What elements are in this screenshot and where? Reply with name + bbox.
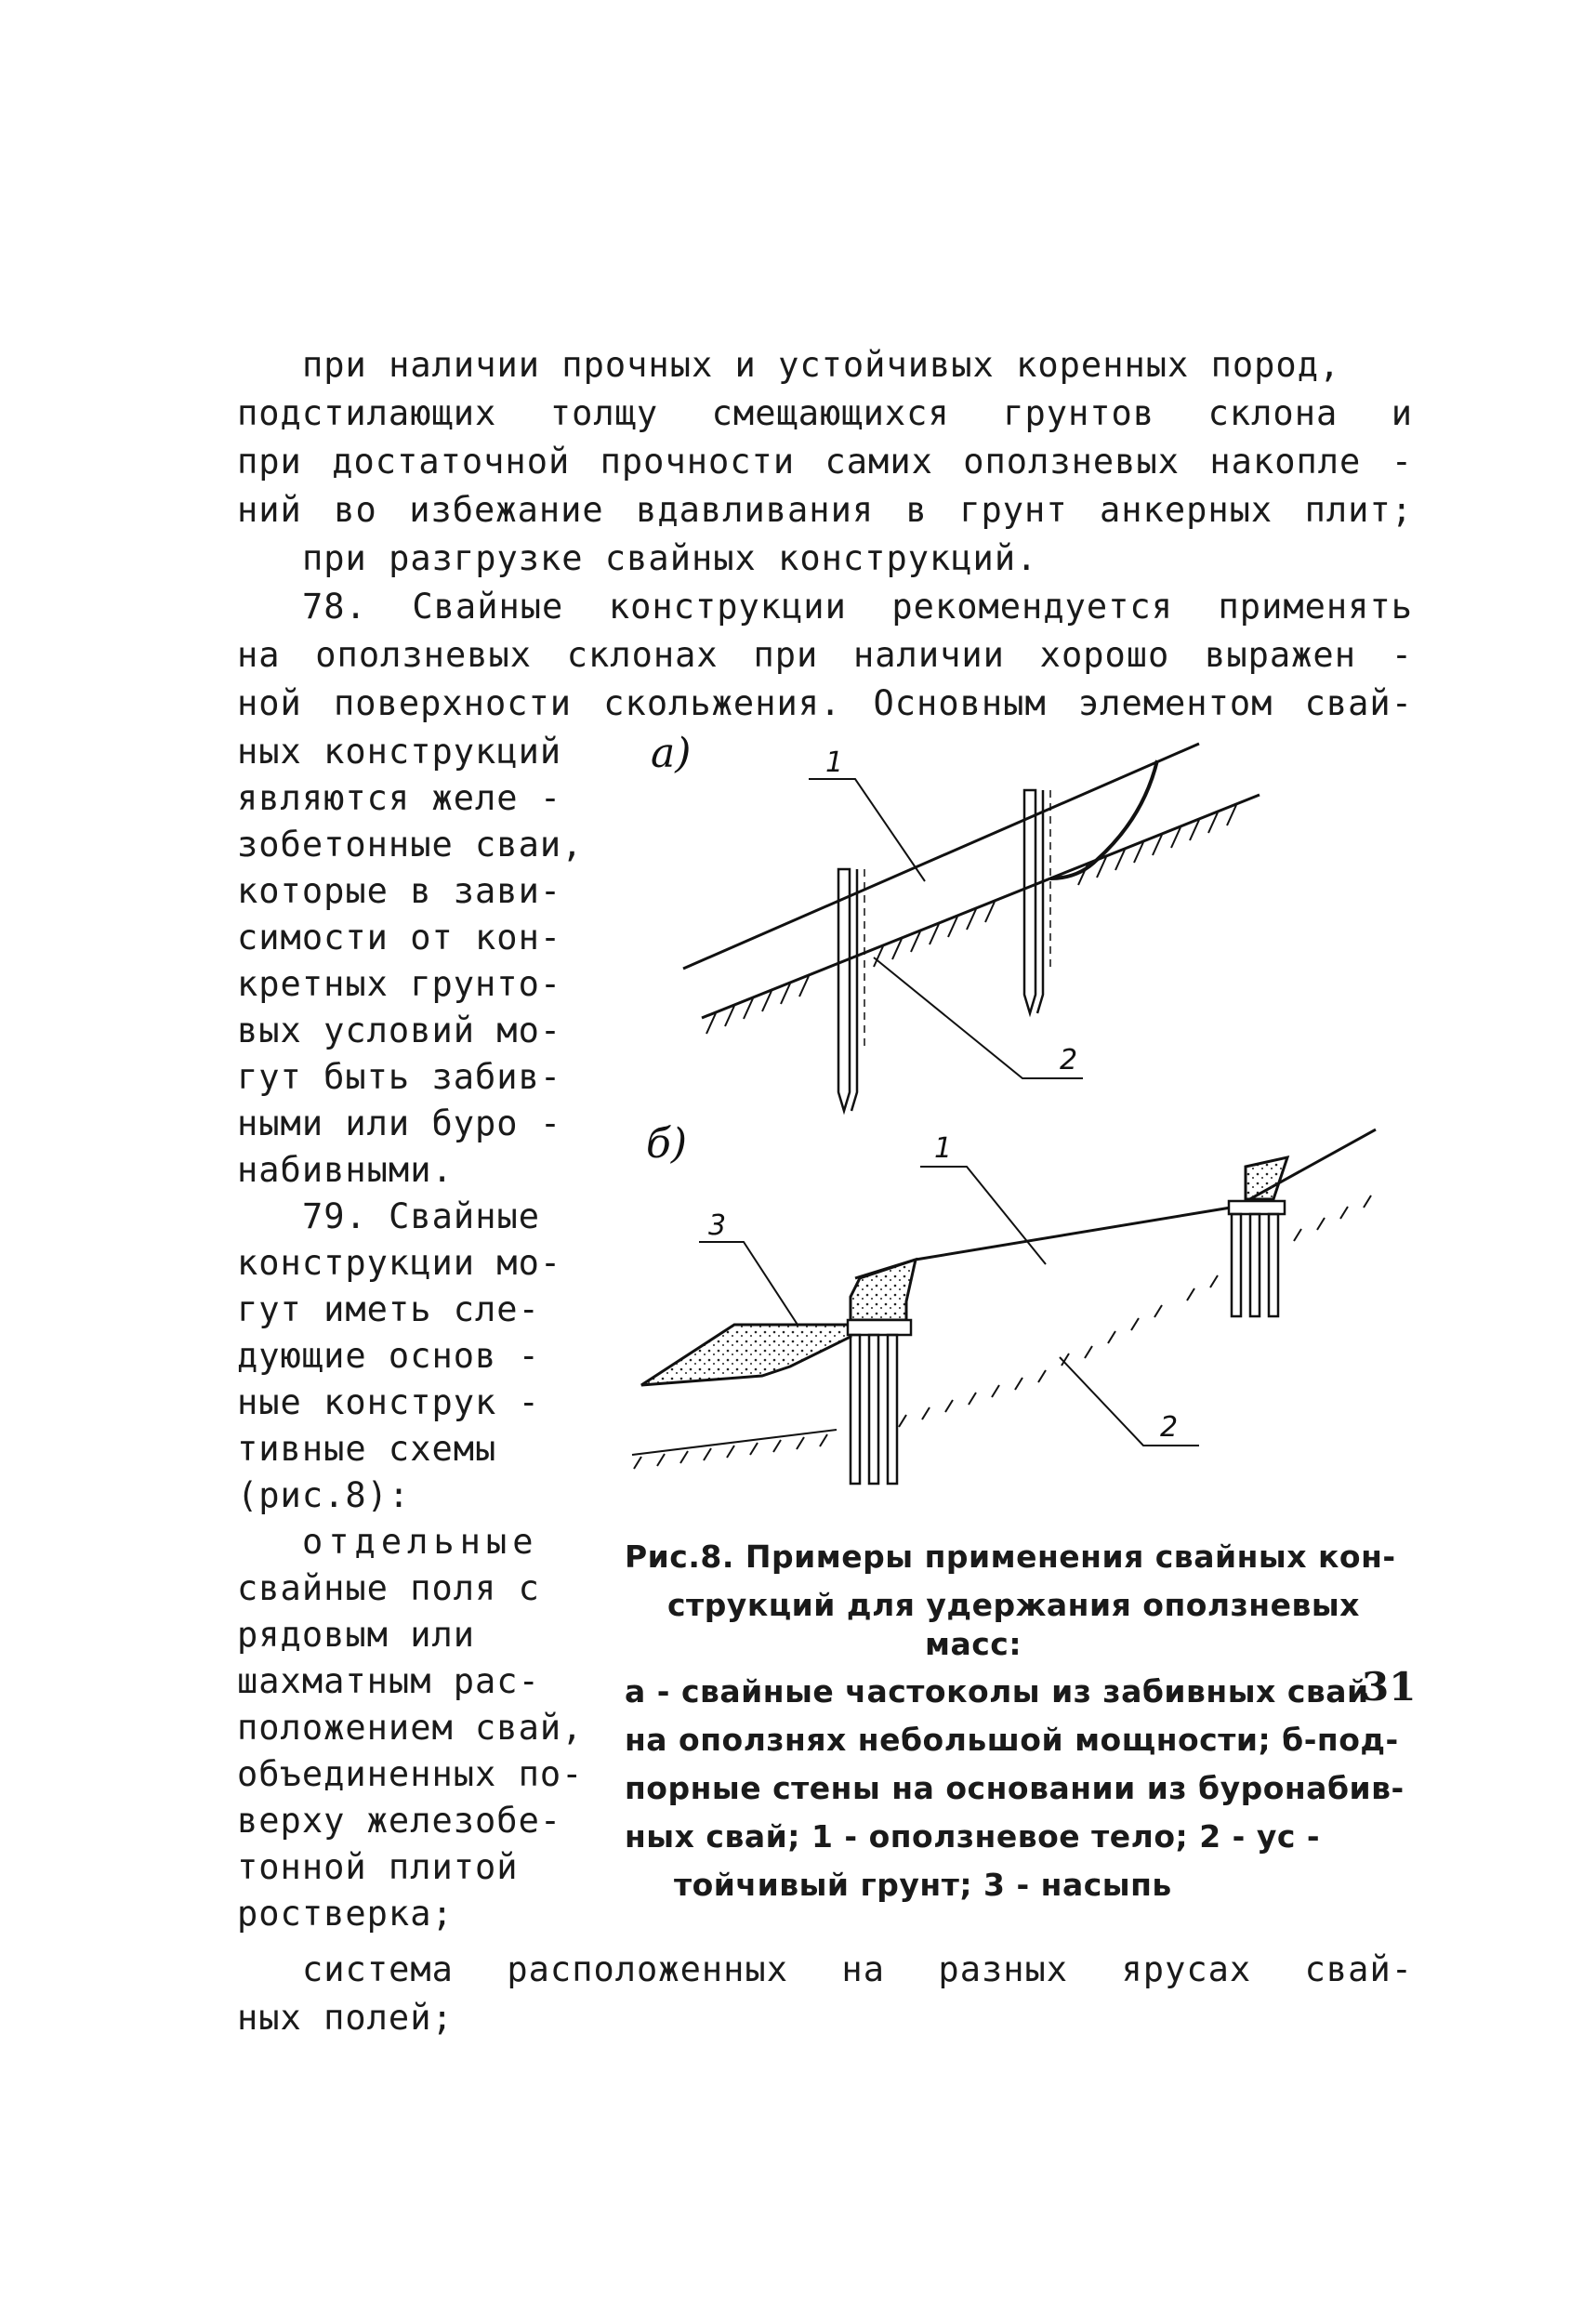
caption-line: на оползнях небольшой мощности; б-под- [625, 1722, 1399, 1758]
label-1: 1 [825, 746, 844, 779]
text-line: которые в зави- [237, 871, 562, 911]
pile-group-upper [1232, 1214, 1278, 1316]
slope-surface-line [855, 1129, 1376, 1278]
label-2: 2 [1060, 1044, 1078, 1076]
text-line: ний во избежание вдавливания в грунт анкерных плит; [237, 490, 1413, 530]
text-line: дующие основ - [237, 1336, 540, 1376]
embankment-fill [641, 1325, 851, 1385]
page-number: 31 [1362, 1664, 1417, 1710]
text-line: зобетонные сваи, [237, 825, 584, 865]
text-line: отдельные [302, 1522, 539, 1562]
text-line: конструкции мо- [237, 1243, 562, 1283]
text-line: система расположенных на разных ярусах свай- [302, 1949, 1413, 1989]
label-2: 2 [1160, 1411, 1179, 1444]
text-line: свайные поля с [237, 1568, 540, 1608]
text-line: подстилающих толщу смещающихся грунтов склона и [237, 393, 1413, 433]
text-line: ных полей; [237, 1998, 454, 2038]
caption-line: струкций для удержания оползневых [667, 1587, 1360, 1623]
label-1: 1 [934, 1132, 953, 1165]
text-line: ные конструк - [237, 1382, 540, 1422]
text-line: 79. Свайные [302, 1196, 541, 1236]
text-line: рядовым или [237, 1615, 476, 1655]
text-line: ными или буро - [237, 1103, 562, 1143]
ground-hatching [706, 805, 1236, 1034]
text-line: кретных грунто- [237, 964, 562, 1004]
pile [838, 869, 864, 1111]
leader-line-2 [874, 957, 1083, 1078]
leader-line-1 [809, 779, 925, 881]
diagram-b-label: б) [646, 1120, 688, 1168]
text-line: тивные схемы [237, 1429, 497, 1469]
caption-line: порные стены на основании из буронабив- [625, 1770, 1405, 1806]
text-line: набивными. [237, 1150, 454, 1190]
caption-line: Рис.8. Примеры применения свайных кон- [625, 1538, 1396, 1575]
text-line: ных конструкций [237, 732, 562, 772]
caption-line: масс: [925, 1626, 1022, 1662]
text-line: объединенных по- [237, 1754, 584, 1794]
text-line: тонной плитой [237, 1847, 519, 1887]
text-line: гут иметь сле- [237, 1289, 540, 1329]
retaining-wall-upper [1246, 1157, 1287, 1199]
text-line: вых условий мо- [237, 1010, 562, 1050]
text-line: (рис.8): [237, 1475, 411, 1515]
text-line: верху железобе- [237, 1801, 562, 1841]
caption-line: тойчивый грунт; 3 - насыпь [674, 1867, 1172, 1903]
diagram-a [651, 730, 1260, 1111]
slip-surface-line [702, 795, 1260, 1018]
pile-cap-lower [848, 1320, 911, 1335]
pile [1024, 790, 1050, 1013]
caption-line: а - свайные частоколы из забивных свай [625, 1673, 1369, 1710]
text-line: ной поверхности скольжения. Основным элементом свай- [237, 683, 1413, 723]
text-line: на оползневых склонах при наличии хорошо выражен - [237, 635, 1413, 675]
diagram-a-label: а) [651, 730, 692, 777]
text-line: положением свай, [237, 1708, 584, 1748]
text-line: ростверка; [237, 1894, 454, 1934]
pile-cap-upper [1229, 1201, 1285, 1214]
pile-group-lower [851, 1335, 897, 1484]
text-line: 78. Свайные конструкции рекомендуется применять [302, 587, 1413, 627]
text-line: при наличии прочных и устойчивых коренных пород, [302, 345, 1341, 385]
caption-line: ных свай; 1 - оползневое тело; 2 - ус - [625, 1818, 1321, 1855]
text-line: являются желе - [237, 778, 562, 818]
text-line: при достаточной прочности самих оползневых накопле - [237, 442, 1413, 482]
text-line: при разгрузке свайных конструкций. [302, 538, 1038, 578]
text-line: шахматным рас- [237, 1661, 540, 1701]
text-line: гут быть забив- [237, 1057, 562, 1097]
leader-line-3 [699, 1242, 798, 1325]
label-3: 3 [708, 1209, 727, 1242]
leader-line-2 [1060, 1357, 1199, 1446]
text-line: симости от кон- [237, 918, 562, 957]
diagram-b [632, 1120, 1376, 1484]
